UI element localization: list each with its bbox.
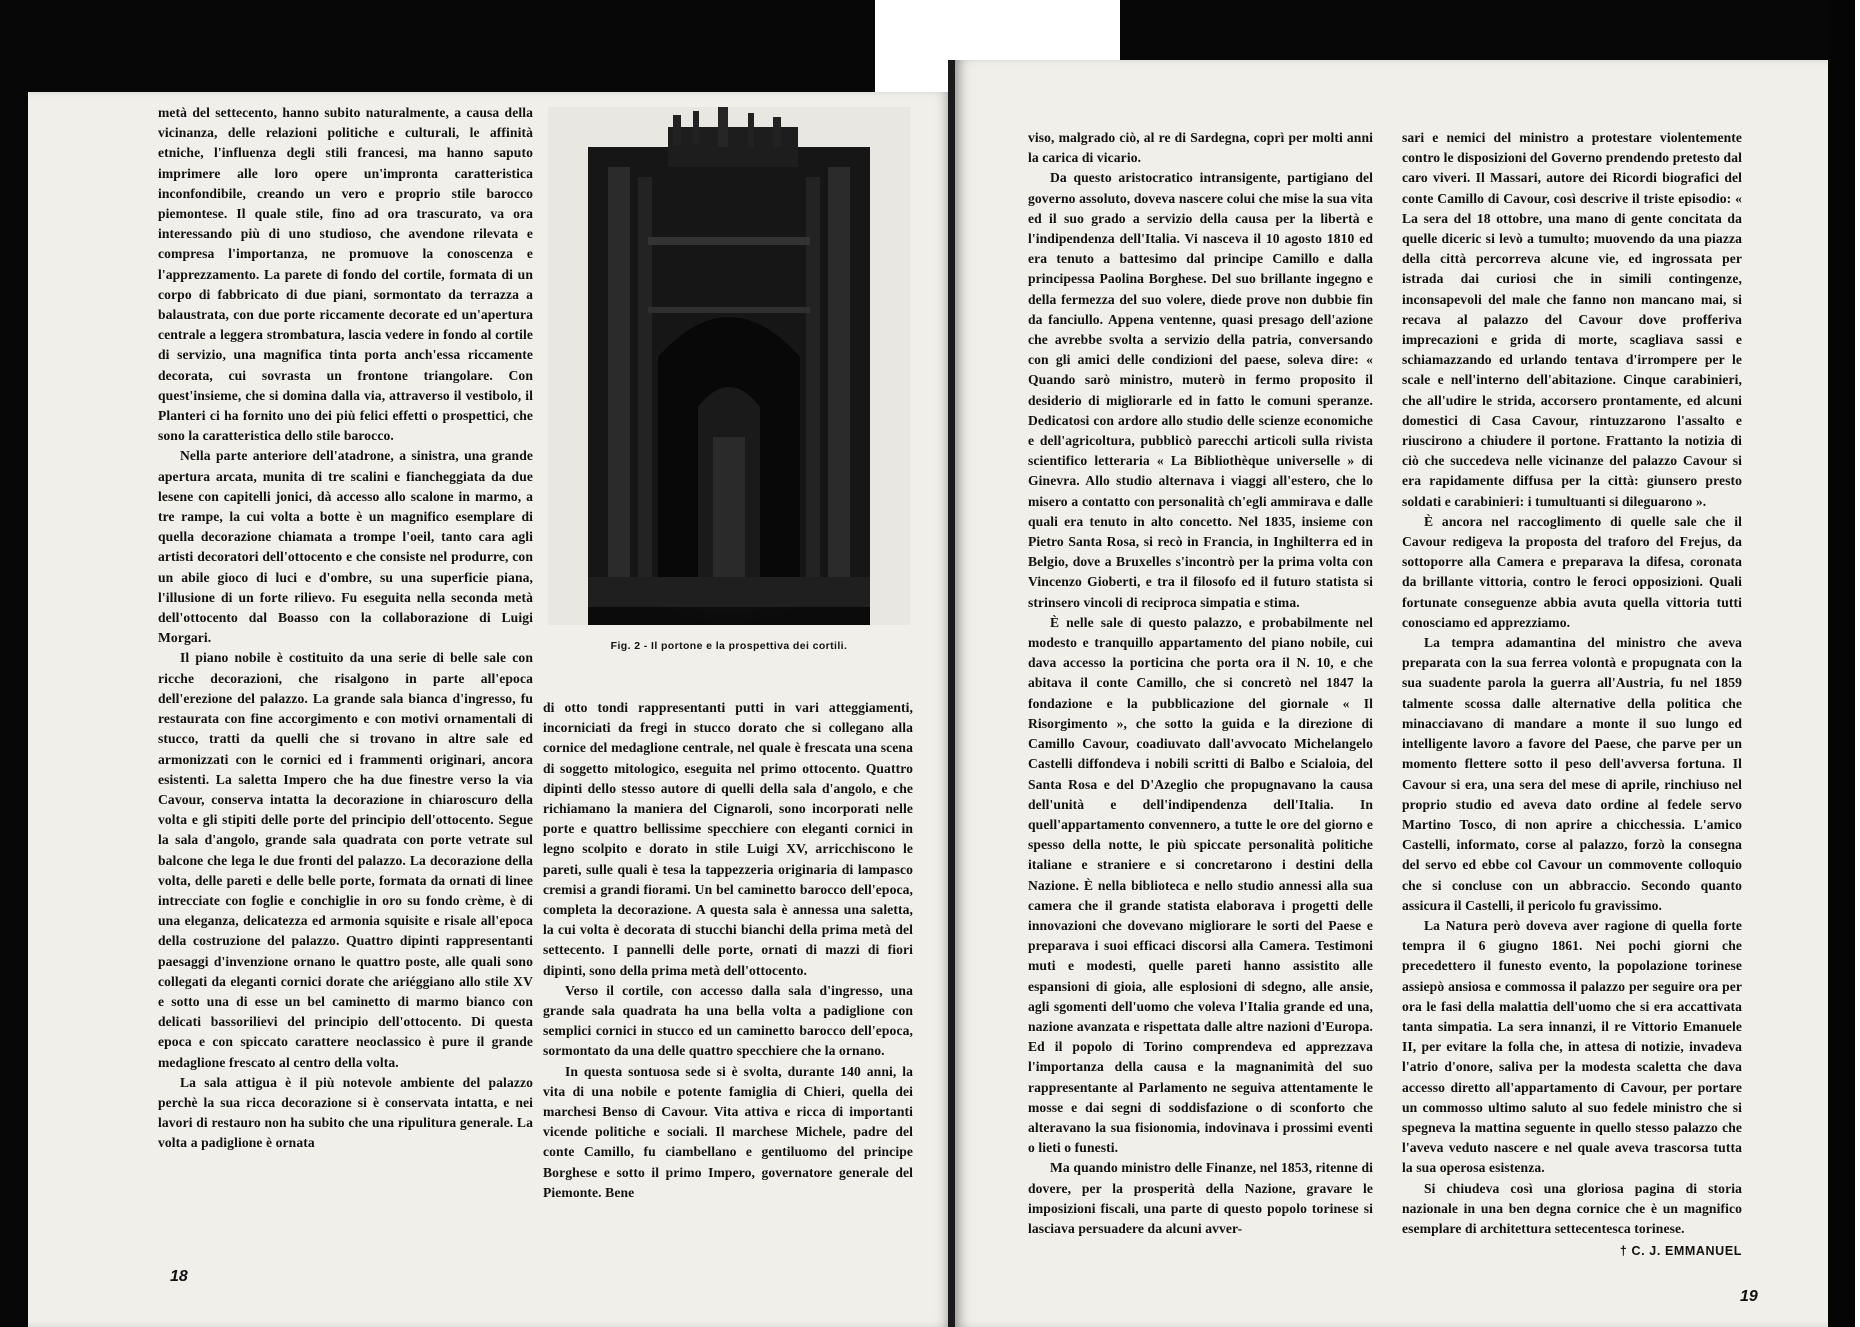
right-column-2 (1402, 128, 1742, 1268)
paragraph: La tempra adamantina del ministro che aveva preparata con la sua ferrea volontà e propugnata con la sua suadente parola la guerra all'Austria, fu nel 1859 talmente scossa dalle alternative della politica che minacciavano di mandare a monte il suo lungo ed intelligente lavoro a favore del Paese, che parve per un momento flettere sotto il peso dell'avversa fortuna. Il Cavour si era, una sera del mese di aprile, rinchiuso nel proprio studio ed aveva dato ordine al fedele servo Martino Tosco, di non aprire a chicchessia. L'amico Castelli, informato, corse al palazzo, forzò la consegna del servo ed ebbe col Cavour un commovente colloquio che si concluse con un abbraccio. Secondo quanto assicura il Castelli, il pericolo fu gravissimo. (1402, 635, 1742, 913)
paragraph: Il piano nobile è costituito da una serie di belle sale con ricche decorazioni, che risalgono in parte all'epoca dell'erezione del palazzo. La grande sala bianca d'ingresso, fu restaurata con fine accorgimento e con motivi ornamentali di stucco, tratti da quelli che si trovano in altre sale ed armonizzati con le cornici ed i frammenti originari, ancora esistenti. La saletta Impero che ha due finestre verso la via Cavour, conserva intatta la decorazione in chiaroscuro della volta e gli stipiti delle porte del principio dell'ottocento. Segue la sala d'angolo, grande sala quadrata con porte vetrate sul balcone che lega le due fronti del palazzo. La decorazione della volta, delle pareti e delle belle porte, formata da ornati di linee intrecciate con foglie e conchiglie in oro su fondo crème, è di una eleganza, delicatezza ed armonia squisite e risale all'epoca della costruzione del palazzo. Quattro dipinti rappresentanti paesaggi d'invenzione ornano le quattro poste, alle quali sono collegati da eleganti cornici dorate che ariéggiano allo stile XV e sotto una di esse un bel caminetto di marmo bianco con delicati bassorilievi del principio dell'ottocento. Di questa epoca e con spiccato carattere neoclassico è pure il grande medaglione frescato al centro della volta. (158, 650, 533, 1070)
paragraph: metà del settecento, hanno subito naturalmente, a causa della vicinanza, delle relazioni politiche e culturali, le affinità etniche, l'influenza degli stili francesi, ma hanno saputo imprimere alle loro opere un'impronta caratteristica inconfondibile, creando un vero e proprio stile barocco piemontese. Il quale stile, fino ad ora trascurato, va ora interessando più di uno studioso, che avendone rilevata e compresa l'importanza, ne promuove la conoscenza e l'apprezzamento. La parete di fondo del cortile, formata di un corpo di fabbricato di due piani, sormontato da terrazza a balaustrata, con due porte riccamente decorate ed un'apertura centrale a leggera strombatura, lascia vedere in fondo al cortile di servizio, una magnifica tinta porta anch'essa riccamente decorata, cui sovrasta un frontone triangolare. Con quest'insieme, che si domina dalla via, attraverso il vestibolo, il Planteri ci ha fornito uno dei più felici effetti o prospettici, che sono la caratteristica dello stile barocco. (158, 105, 533, 444)
paragraph: È ancora nel raccoglimento di quelle sale che il Cavour redigeva la proposta del traforo del Frejus, da sottoporre alla Camera e preparava la difesa, coronata da brillante vittoria, contro le feroci opposizioni. Quali fortunate conseguenze abbia avuta quella vittoria tutti conosciamo ed apprezziamo. (1402, 513, 1742, 630)
paragraph: Da questo aristocratico intransigente, partigiano del governo assoluto, doveva nascere colui che mise la sua vita ed il suo grado a servizio della causa per la libertà e l'indipendenza dell'Italia. Vi nasceva il 10 agosto 1810 ed era tenuto a battesimo dal principe Camillo e dalla principessa Paolina Borghese. Del suo brillante ingegno e della fermezza del suo volere, diede prove non dubbie fin da fanciullo. Appena ventenne, quasi presago dell'azione che avrebbe svolta a servizio della patria, conversando con gli amici delle condizioni del paese, soleva dire: « Quando sarò ministro, muterò in fermo proposito il desiderio di migliorarle ed in fatto le comuni speranze. Dedicatosi con ardore allo studio delle scienze economiche e dell'agricoltura, pubblicò parecchi articoli sulla rivista scientifico letteraria « La Bibliothèque universelle » di Ginevra. Allo studio alternava i viaggi all'estero, che lo misero a contatto con personalità ch'egli ammirava e dalle quali era tenuto in alto concetto. Nel 1835, insieme con Pietro Santa Rosa, si recò in Francia, in Inghilterra ed in Belgio, dove a Bruxelles s'incontrò per la prima volta con Vincenzo Gioberti, e tra il filosofo ed il futuro statista si strinsero vincoli di reciproca simpatia e stima. (1028, 170, 1373, 610)
page-number-left: 18 (170, 1268, 188, 1285)
paragraph: sari e nemici del ministro a protestare violentemente contro le disposizioni del Governo prendendo pretesto dal caro viveri. Il Massari, autore dei Ricordi biografici del conte Camillo di Cavour, così descrive il triste episodio: « La sera del 18 ottobre, una mano di gente concitata da quelle diceric si levò a tumulto; muovendo da una piazza della città percorreva alcune vie, ed ingrossata per istrada dai curiosi che in simili contingenze, inconsapevoli del male che fanno non mancano mai, si recava al palazzo del Cavour dove profferiva imprecazioni e grida di morte, scagliava sassi e schiamazzando ed urlando tentava d'irrompere per le scale e nell'interno dell'abitazione. Cinque carabinieri, che all'udire le strida, accorsero prontamente, ed alcuni domestici di Casa Cavour, rintuzzarono l'assalto e riuscirono a chiudere il portone. Frattanto la notizia di ciò che succedeva nelle vicinanze del palazzo Cavour si era rapidamente diffusa per la città: giunsero presto soldati e carabinieri: i tumultuanti si dileguarono ». (1402, 130, 1742, 509)
right-column-1 (1028, 128, 1373, 1268)
right-page (955, 60, 1828, 1327)
scan-border-left (0, 0, 28, 1327)
author-signature: † C. J. EMMANUEL (1619, 1244, 1742, 1259)
paragraph: Ma quando ministro delle Finanze, nel 1853, ritenne di dovere, per la prosperità della Nazione, gravare le imposizioni fiscali, una parte di questo popolo torinese si lasciava persuadere da alcuni avver- (1028, 1160, 1373, 1236)
left-column-1 (158, 103, 533, 1248)
left-page (28, 92, 952, 1327)
paragraph: viso, malgrado ciò, al re di Sardegna, coprì per molti anni la carica di vicario. (1028, 130, 1373, 166)
left-column-2 (543, 698, 913, 1278)
paragraph: Verso il cortile, con accesso dalla sala d'ingresso, una grande sala quadrata ha una bella volta a padiglione con semplici cornici in stucco ed un caminetto barocco dell'epoca, sormontato da una delle quattro specchiere che la ornano. (543, 982, 913, 1059)
page-number-right: 19 (1740, 1288, 1758, 1305)
figure-caption: Fig. 2 - Il portone e la prospettiva dei cortili. (610, 640, 848, 652)
scan-edge-strip (1855, 0, 1860, 1327)
paragraph: Si chiudeva così una gloriosa pagina di storia nazionale in una ben degna cornice che è un magnifico esemplare di architettura settecentesca torinese. (1402, 1180, 1742, 1236)
scan-border-top-left (0, 0, 875, 95)
paragraph: di otto tondi rappresentanti putti in vari atteggiamenti, incorniciati da fregi in stucco dorato che si collegano alla cornice del medaglione centrale, nel quale è frescata una scena di soggetto mitologico, eseguita nel primo ottocento. Quattro dipinti dello stesso autore di quelli della sala d'angolo, e che richiamano la maniera del Cignaroli, sono incorporati nelle porte e quattro bellissime specchiere con eleganti cornici in legno scolpito e dorato in stile Luigi XV, arricchiscono le pareti, sulle quali è tesa la tappezzeria originaria di lampasco cremisi a grandi fiorami. Un bel caminetto barocco dell'epoca, completa la decorazione. A questa sala è annessa una saletta, la cui volta è decorata di stucchi bianchi della prima metà del settecento. I pannelli delle porte, ornati di mazzi di fiori dipinti, sono della prima metà dell'ottocento. (543, 700, 913, 978)
paragraph: La Natura però doveva aver ragione di quella forte tempra il 6 giugno 1861. Nei pochi giorni che precedettero il funesto evento, la popolazione torinese assiepò ansiosa e commossa il palazzo per seguire ora per ora le fasi della malattia dell'uomo che si era accattivata tanta simpatia. La sera innanzi, il re Vittorio Emanuele II, per evitare la folla che, in attesa di notizie, invadeva l'atrio d'onore, saliva per la modesta scaletta che dava accesso diretto all'appartamento di Cavour, per portare un commosso ultimo saluto al suo fedele ministro che si spegneva la mattina seguente in quello stesso palazzo che l'aveva veduto nascere e nel quale aveva trascorsa tutta la sua operosa esistenza. (1402, 917, 1742, 1176)
scan-border-top-right (1120, 0, 1860, 62)
paragraph: La sala attigua è il più notevole ambiente del palazzo perchè la sua ricca decorazione si è conservata intatta, e nei lavori di restauro non ha subito che una ripulitura generale. La volta a padiglione è ornata (158, 1074, 533, 1151)
paragraph: In questa sontuosa sede si è svolta, durante 140 anni, la vita di una nobile e potente famiglia di Chieri, quella dei marchesi Benso di Cavour. Vita attiva e ricca di importanti vicende politiche e sociali. Il marchese Michele, padre del conte Camillo, fu ciambellano e gentiluomo del principe Borghese e sotto il primo Impero, governatore generale del Piemonte. Bene (543, 1063, 913, 1200)
paragraph: Nella parte anteriore dell'atadrone, a sinistra, una grande apertura arcata, munita di tre scalini e fiancheggiata da due lesene con capitelli jonici, dà accesso allo scalone in marmo, a tre rampe, la cui volta a botte è un magnifico esemplare di quella decorazione chiamata a trompe l'oeil, tanto cara agli artisti decoratori dell'ottocento e che consiste nel produrre, con un abile gioco di luci e d'ombre, su una superficie piana, l'illusione di un forte rilievo. Fu eseguita nella seconda metà dell'ottocento dal Boasso con la collaborazione di Luigi Morgari. (158, 448, 533, 646)
figure-photo-portone (548, 107, 910, 625)
paragraph: È nelle sale di questo palazzo, e probabilmente nel modesto e tranquillo appartamento del piano nobile, cui dava accesso la porticina che porta ora il N. 10, e che abitava il conte Camillo, che si concretò nel 1847 la fondazione e la pubblicazione del giornale « Il Risorgimento », che sotto la guida e la direzione di Camillo Cavour, coadiuvato dall'avvocato Michelangelo Castelli diffondeva i nobili scritti di Balbo e Scialoia, del Santa Rosa e del D'Azeglio che propugnavano la causa dell'unità e dell'indipendenza dell'Italia. In quell'appartamento convennero, a tutte le ore del giorno e spesso della notte, le più spiccate personalità politiche italiane e straniere e si concretarono i destini della Nazione. È nella biblioteca e nello studio annessi alla sua camera che il grande statista elaborava i progetti delle innovazioni che dovevano migliorare le sorti del Paese e preparava i suoi efficaci discorsi alla Camera. Testimoni muti e modesti, quelle pareti hanno assistito alle espansioni di gioia, alle esplosioni di sdegno, alle ansie, agli sgomenti dell'uomo che voleva l'Italia grande ed una, nazione avanzata e rispettata dalle altre nazioni d'Europa. Ed il popolo di Torino comprendeva ed apprezzava l'importanza della causa e la magnanimità del suo rappresentante al Parlamento ne seguiva attentamente le mosse e dai segni di soddisfazione o di sconforto che alteravano la sua fisionomia, indovinava i prossimi eventi o lieti o funesti. (1028, 614, 1373, 1156)
